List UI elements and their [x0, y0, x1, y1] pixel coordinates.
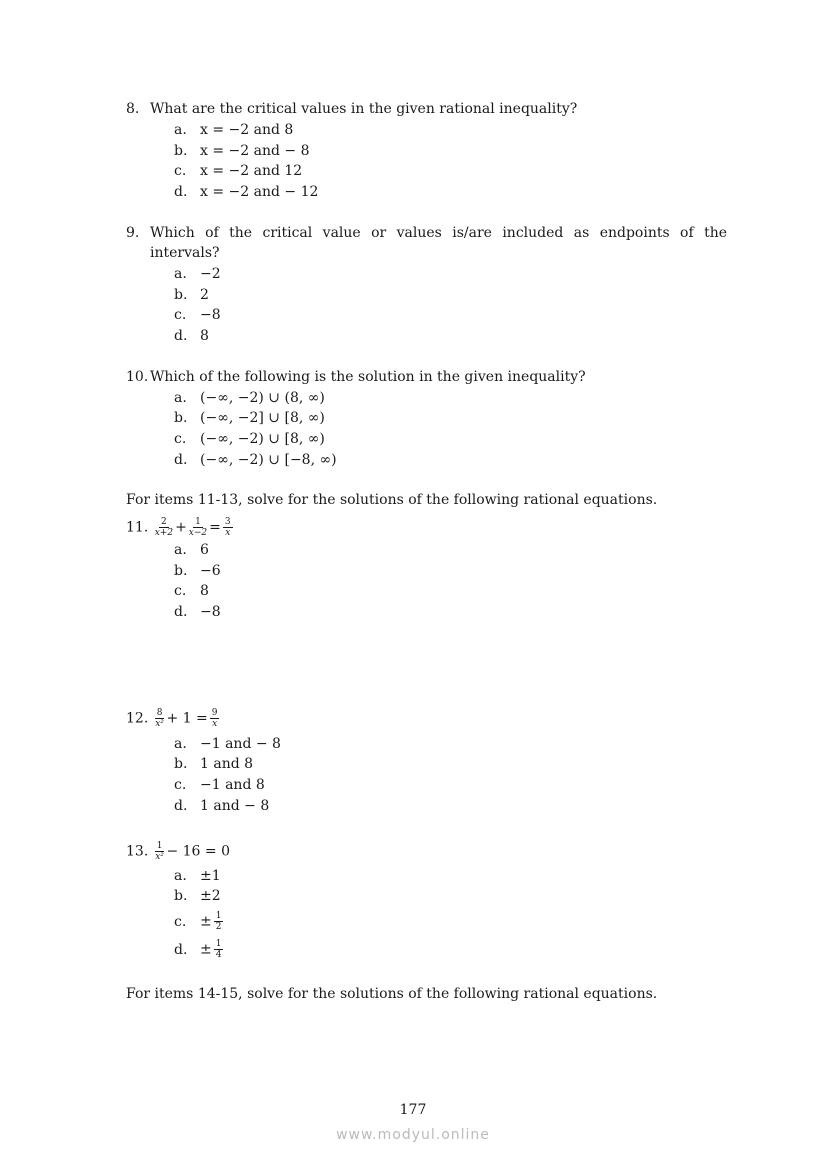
q9-number: 9.: [126, 225, 140, 241]
option-text: x = −2 and − 8: [200, 143, 310, 159]
option-text: ±: [200, 913, 212, 930]
q12-option-b: [174, 754, 253, 774]
denominator: x−2: [188, 528, 208, 538]
q9-option-b: [174, 285, 209, 305]
option-text: ±1: [200, 868, 221, 884]
numerator: 2: [161, 517, 167, 527]
q11-number: 11.: [126, 519, 149, 536]
denominator: 4: [215, 950, 222, 960]
q8-number: 8.: [126, 101, 140, 117]
q10-text: Which of the following is the solution in the given inequality?: [150, 369, 586, 385]
option-letter: b.: [174, 563, 188, 579]
fraction: [214, 911, 224, 932]
q13-equation: [126, 841, 230, 862]
option-letter: d.: [174, 604, 188, 620]
q8-option-b: [174, 141, 309, 161]
instructions-11-13: For items 11-13, solve for the solutions of the following rational equations.: [126, 492, 658, 508]
option-letter: a.: [174, 736, 187, 752]
denominator: x+2: [154, 528, 174, 538]
option-letter: a.: [174, 868, 187, 884]
fraction: [210, 708, 220, 729]
q12-option-d: [174, 796, 269, 816]
fraction: [189, 517, 207, 538]
q9-text-line1: Which of the critical value or values is/are included as endpoints of the: [150, 225, 727, 241]
q11-option-d: [174, 602, 221, 622]
q13-option-d: [174, 939, 225, 960]
denominator: x: [225, 528, 231, 538]
option-text: −8: [200, 307, 221, 323]
option-letter: c.: [174, 431, 187, 447]
option-text: −6: [200, 563, 221, 579]
option-text: 6: [200, 542, 209, 558]
q12-equation: [126, 708, 221, 729]
denominator: x²: [155, 852, 164, 862]
equation-text: + 1 =: [166, 710, 208, 727]
option-text: 2: [200, 287, 209, 303]
option-text: (−∞, −2] ∪ [8, ∞): [200, 410, 325, 426]
option-letter: b.: [174, 287, 188, 303]
q13-number: 13.: [126, 843, 149, 860]
option-text: (−∞, −2) ∪ [8, ∞): [200, 431, 325, 447]
q13-option-a: [174, 866, 221, 886]
instructions-14-15: For items 14-15, solve for the solutions of the following rational equations.: [126, 986, 658, 1002]
option-text: ±2: [200, 888, 221, 904]
option-text: x = −2 and − 12: [200, 184, 319, 200]
option-text: 1 and 8: [200, 756, 254, 772]
option-text: 1 and − 8: [200, 798, 270, 814]
option-letter: d.: [174, 184, 188, 200]
numerator: 9: [211, 708, 218, 718]
operator: =: [209, 519, 221, 536]
option-letter: d.: [174, 452, 188, 468]
option-letter: c.: [174, 163, 187, 179]
q8-option-a: [174, 120, 293, 140]
option-text: −8: [200, 604, 221, 620]
option-text: 8: [200, 583, 209, 599]
q10-option-b: [174, 408, 325, 428]
q10-number: 10.: [126, 369, 149, 385]
option-text: −1 and − 8: [200, 736, 281, 752]
q12-number: 12.: [126, 710, 149, 727]
option-letter: a.: [174, 542, 187, 558]
option-letter: a.: [174, 122, 187, 138]
option-letter: b.: [174, 888, 188, 904]
option-letter: b.: [174, 756, 188, 772]
operator: +: [175, 519, 187, 536]
q12-option-a: [174, 734, 281, 754]
q11-option-a: [174, 540, 209, 560]
option-letter: c.: [174, 777, 187, 793]
q8-option-d: [174, 182, 318, 202]
option-text: (−∞, −2) ∪ [−8, ∞): [200, 452, 337, 468]
option-letter: a.: [174, 390, 187, 406]
fraction: [155, 517, 173, 538]
q10-option-a: [174, 388, 325, 408]
q13-option-c: [174, 911, 225, 932]
q13-option-b: [174, 886, 221, 906]
option-letter: b.: [174, 143, 188, 159]
option-letter: a.: [174, 266, 187, 282]
fraction: [155, 841, 165, 862]
fraction: [223, 517, 233, 538]
q9-option-a: [174, 264, 221, 284]
option-text: x = −2 and 8: [200, 122, 294, 138]
numerator: 1: [156, 841, 163, 851]
option-letter: d.: [174, 941, 188, 958]
q11-option-c: [174, 581, 209, 601]
option-text: −2: [200, 266, 221, 282]
option-letter: c.: [174, 583, 187, 599]
denominator: 2: [215, 922, 222, 932]
q9-option-c: [174, 305, 221, 325]
option-letter: b.: [174, 410, 188, 426]
q12-option-c: [174, 775, 265, 795]
q10-option-c: [174, 429, 325, 449]
q10-option-d: [174, 450, 337, 470]
q8-option-c: [174, 161, 302, 181]
q11-option-b: [174, 561, 221, 581]
q9-option-d: [174, 326, 209, 346]
numerator: 3: [224, 517, 231, 527]
equation-text: − 16 = 0: [166, 843, 230, 860]
numerator: 1: [215, 911, 222, 921]
option-text: ±: [200, 941, 212, 958]
fraction: [214, 939, 224, 960]
denominator: x: [212, 719, 218, 729]
option-text: 8: [200, 328, 209, 344]
option-text: x = −2 and 12: [200, 163, 303, 179]
option-text: −1 and 8: [200, 777, 265, 793]
watermark: www.modyul.online: [336, 1127, 490, 1143]
option-letter: c.: [174, 913, 187, 930]
numerator: 1: [195, 517, 201, 527]
numerator: 8: [156, 708, 163, 718]
fraction: [155, 708, 165, 729]
numerator: 1: [215, 939, 222, 949]
denominator: x²: [155, 719, 164, 729]
q8-text: What are the critical values in the given rational inequality?: [150, 101, 578, 117]
q9-text-line2: intervals?: [150, 245, 220, 261]
q11-equation: [126, 517, 235, 538]
option-text: (−∞, −2) ∪ (8, ∞): [200, 390, 325, 406]
option-letter: c.: [174, 307, 187, 323]
page-number: 177: [399, 1102, 427, 1118]
option-letter: d.: [174, 798, 188, 814]
option-letter: d.: [174, 328, 188, 344]
